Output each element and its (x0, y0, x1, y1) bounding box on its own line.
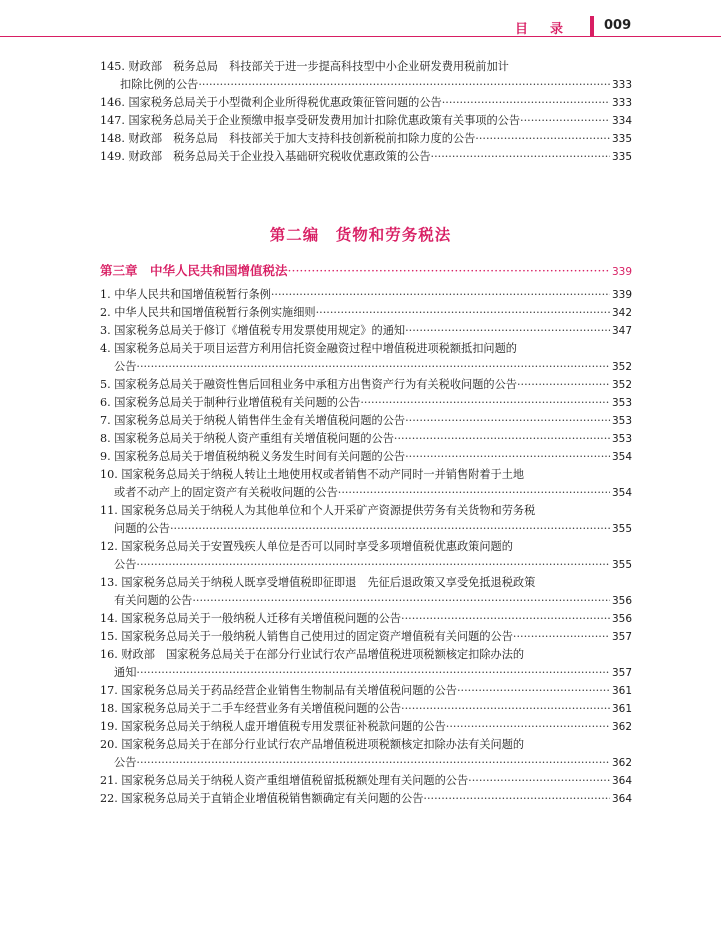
leader-dots (405, 412, 610, 430)
toc-entry-page: 357 (611, 667, 632, 679)
toc-entry[interactable] (100, 700, 632, 718)
toc-entry[interactable] (100, 58, 632, 94)
toc-entry-title: 5. 国家税务总局关于融资性售后回租业务中承租方出售资产行为有关税收问题的公告 (100, 378, 517, 391)
toc-entry-page: 342 (611, 307, 632, 319)
toc-entry-title: 12. 国家税务总局关于安置残疾人单位是否可以同时享受多项增值税优惠政策问题的 (100, 540, 513, 553)
toc-top-entries (100, 58, 632, 166)
toc-entry-page: 364 (611, 775, 632, 787)
toc-entry-page: 355 (611, 523, 632, 535)
toc-entry[interactable] (100, 286, 632, 304)
toc-entry-page: 353 (611, 397, 632, 409)
leader-dots (475, 130, 610, 148)
toc-entry-title-continued: 公告 (114, 360, 137, 373)
toc-entry-page: 339 (611, 289, 632, 301)
header-section-char-b: 录 (550, 22, 564, 37)
running-header (0, 14, 721, 38)
toc-entry-page: 362 (611, 721, 632, 733)
leader-dots (136, 358, 610, 376)
toc-entry-page: 356 (611, 595, 632, 607)
toc-entry[interactable] (100, 646, 632, 682)
toc-entry-title: 4. 国家税务总局关于项目运营方利用信托资金融资过程中增值税进项税额抵扣问题的 (100, 342, 517, 355)
leader-dots (431, 148, 610, 166)
toc-entry-title: 21. 国家税务总局关于纳税人资产重组增值税留抵税额处理有关问题的公告 (100, 774, 469, 787)
leader-dots (423, 790, 610, 808)
toc-entry-title-continued: 公告 (114, 756, 137, 769)
toc-entry-title: 16. 财政部 国家税务总局关于在部分行业试行农产品增值税进项税额核定扣除办法的 (100, 648, 525, 661)
toc-entry[interactable] (100, 718, 632, 736)
toc-entry-page: 361 (611, 703, 632, 715)
toc-entry-page: 347 (611, 325, 632, 337)
toc-entry[interactable] (100, 148, 632, 166)
toc-entry-title: 148. 财政部 税务总局 科技部关于加大支持科技创新税前扣除力度的公告 (100, 132, 476, 145)
toc-entry[interactable] (100, 790, 632, 808)
toc-entry[interactable] (100, 502, 632, 538)
toc-entry-title-continued: 公告 (114, 558, 137, 571)
toc-entry-title: 10. 国家税务总局关于纳税人转让土地使用权或者销售不动产同时一并销售附着于土地 (100, 468, 525, 481)
leader-dots (394, 430, 610, 448)
toc-entry-page: 361 (611, 685, 632, 697)
toc-entry-page: 356 (611, 613, 632, 625)
toc-entry[interactable] (100, 538, 632, 574)
leader-dots (517, 376, 610, 394)
toc-entry-page: 352 (611, 361, 632, 373)
toc-entry[interactable] (100, 130, 632, 148)
toc-entry-title-continued: 或者不动产上的固定资产有关税收问题的公告 (114, 486, 338, 499)
toc-entry-title: 146. 国家税务总局关于小型微利企业所得税优惠政策征管问题的公告 (100, 96, 442, 109)
toc-entry[interactable] (100, 412, 632, 430)
toc-entry[interactable] (100, 466, 632, 502)
leader-dots (405, 448, 610, 466)
toc-entry-title-continued: 问题的公告 (114, 522, 170, 535)
header-rule (0, 36, 721, 37)
toc-entry-title: 1. 中华人民共和国增值税暂行条例 (100, 288, 271, 301)
toc-entry-title: 147. 国家税务总局关于企业预缴申报享受研发费用加计扣除优惠政策有关事项的公告 (100, 114, 521, 127)
header-section-char-a: 目 (515, 22, 529, 37)
toc-entry-page: 364 (611, 793, 632, 805)
toc-entry[interactable] (100, 574, 632, 610)
leader-dots (136, 556, 610, 574)
chapter-label: 第三章 中华人民共和国增值税法 (100, 263, 288, 278)
toc-entry-title-continued: 有关问题的公告 (114, 594, 193, 607)
header-page-number: 009 (604, 18, 632, 33)
toc-entry-title: 22. 国家税务总局关于直销企业增值税销售额确定有关问题的公告 (100, 792, 424, 805)
leader-dots (338, 484, 610, 502)
leader-dots (288, 262, 610, 280)
toc-entry[interactable] (100, 772, 632, 790)
toc-entry[interactable] (100, 394, 632, 412)
toc-entry-page: 353 (611, 433, 632, 445)
toc-entry-title: 149. 财政部 税务总局关于企业投入基础研究税收优惠政策的公告 (100, 150, 431, 163)
leader-dots (192, 592, 610, 610)
toc-entry[interactable] (100, 628, 632, 646)
toc-entry-title: 2. 中华人民共和国增值税暂行条例实施细则 (100, 306, 316, 319)
toc-entry-title-continued: 通知 (114, 666, 137, 679)
toc-entry[interactable] (100, 610, 632, 628)
toc-entry[interactable] (100, 430, 632, 448)
toc-chapter-entries (100, 286, 632, 808)
toc-entry-page: 352 (611, 379, 632, 391)
toc-entry-title: 15. 国家税务总局关于一般纳税人销售自己使用过的固定资产增值税有关问题的公告 (100, 630, 513, 643)
toc-entry[interactable] (100, 736, 632, 772)
toc-entry-title: 6. 国家税务总局关于制种行业增值税有关问题的公告 (100, 396, 361, 409)
leader-dots (360, 394, 610, 412)
toc-entry-title: 3. 国家税务总局关于修订《增值税专用发票使用规定》的通知 (100, 324, 406, 337)
toc-entry[interactable] (100, 376, 632, 394)
leader-dots (136, 664, 610, 682)
toc-entry-title: 7. 国家税务总局关于纳税人销售伴生金有关增值税问题的公告 (100, 414, 406, 427)
leader-dots (446, 718, 610, 736)
toc-entry-page: 334 (611, 115, 632, 127)
toc-entry-title: 17. 国家税务总局关于药品经营企业销售生物制品有关增值税问题的公告 (100, 684, 457, 697)
leader-dots (405, 322, 610, 340)
leader-dots (468, 772, 610, 790)
leader-dots (198, 76, 610, 94)
toc-entry[interactable] (100, 322, 632, 340)
toc-entry-page: 333 (611, 79, 632, 91)
chapter-page: 339 (611, 266, 632, 278)
toc-entry-title: 145. 财政部 税务总局 科技部关于进一步提高科技型中小企业研发费用税前加计 (100, 60, 509, 73)
toc-entry-title: 20. 国家税务总局关于在部分行业试行农产品增值税进项税额核定扣除办法有关问题的 (100, 738, 525, 751)
toc-entry[interactable] (100, 304, 632, 322)
toc-entry-page: 362 (611, 757, 632, 769)
leader-dots (442, 94, 610, 112)
toc-entry-page: 353 (611, 415, 632, 427)
toc-entry[interactable] (100, 448, 632, 466)
toc-entry-page: 335 (611, 151, 632, 163)
toc-entry-title: 11. 国家税务总局关于纳税人为其他单位和个人开采矿产资源提供劳务有关货物和劳务税 (100, 504, 536, 517)
toc-entry-page: 354 (611, 451, 632, 463)
leader-dots (136, 754, 610, 772)
toc-entry-page: 354 (611, 487, 632, 499)
leader-dots (271, 286, 610, 304)
header-accent-bar (590, 16, 594, 36)
leader-dots (513, 628, 610, 646)
toc-entry[interactable] (100, 112, 632, 130)
toc-entry-title: 9. 国家税务总局关于增值税纳税义务发生时间有关问题的公告 (100, 450, 406, 463)
leader-dots (457, 682, 610, 700)
part-title: 第二编 货物和劳务税法 (269, 225, 452, 244)
toc-entry[interactable] (100, 340, 632, 376)
leader-dots (170, 520, 610, 538)
toc-entry-page: 333 (611, 97, 632, 109)
toc-entry-title: 13. 国家税务总局关于纳税人既享受增值税即征即退 先征后退政策又享受免抵退税政策 (100, 576, 536, 589)
header-section-title (515, 18, 563, 37)
toc-entry-page: 355 (611, 559, 632, 571)
leader-dots (520, 112, 610, 130)
leader-dots (401, 610, 610, 628)
leader-dots (316, 304, 610, 322)
toc-entry-page: 335 (611, 133, 632, 145)
toc-entry-page: 357 (611, 631, 632, 643)
chapter-heading[interactable] (100, 262, 632, 281)
toc-entry[interactable] (100, 94, 632, 112)
toc-entry-title: 8. 国家税务总局关于纳税人资产重组有关增值税问题的公告 (100, 432, 394, 445)
toc-entry-title-continued: 扣除比例的公告 (120, 78, 199, 91)
toc-entry[interactable] (100, 682, 632, 700)
leader-dots (401, 700, 610, 718)
toc-entry-title: 14. 国家税务总局关于一般纳税人迁移有关增值税问题的公告 (100, 612, 402, 625)
toc-entry-title: 18. 国家税务总局关于二手车经营业务有关增值税问题的公告 (100, 702, 402, 715)
toc-entry-title: 19. 国家税务总局关于纳税人虚开增值税专用发票征补税款问题的公告 (100, 720, 446, 733)
